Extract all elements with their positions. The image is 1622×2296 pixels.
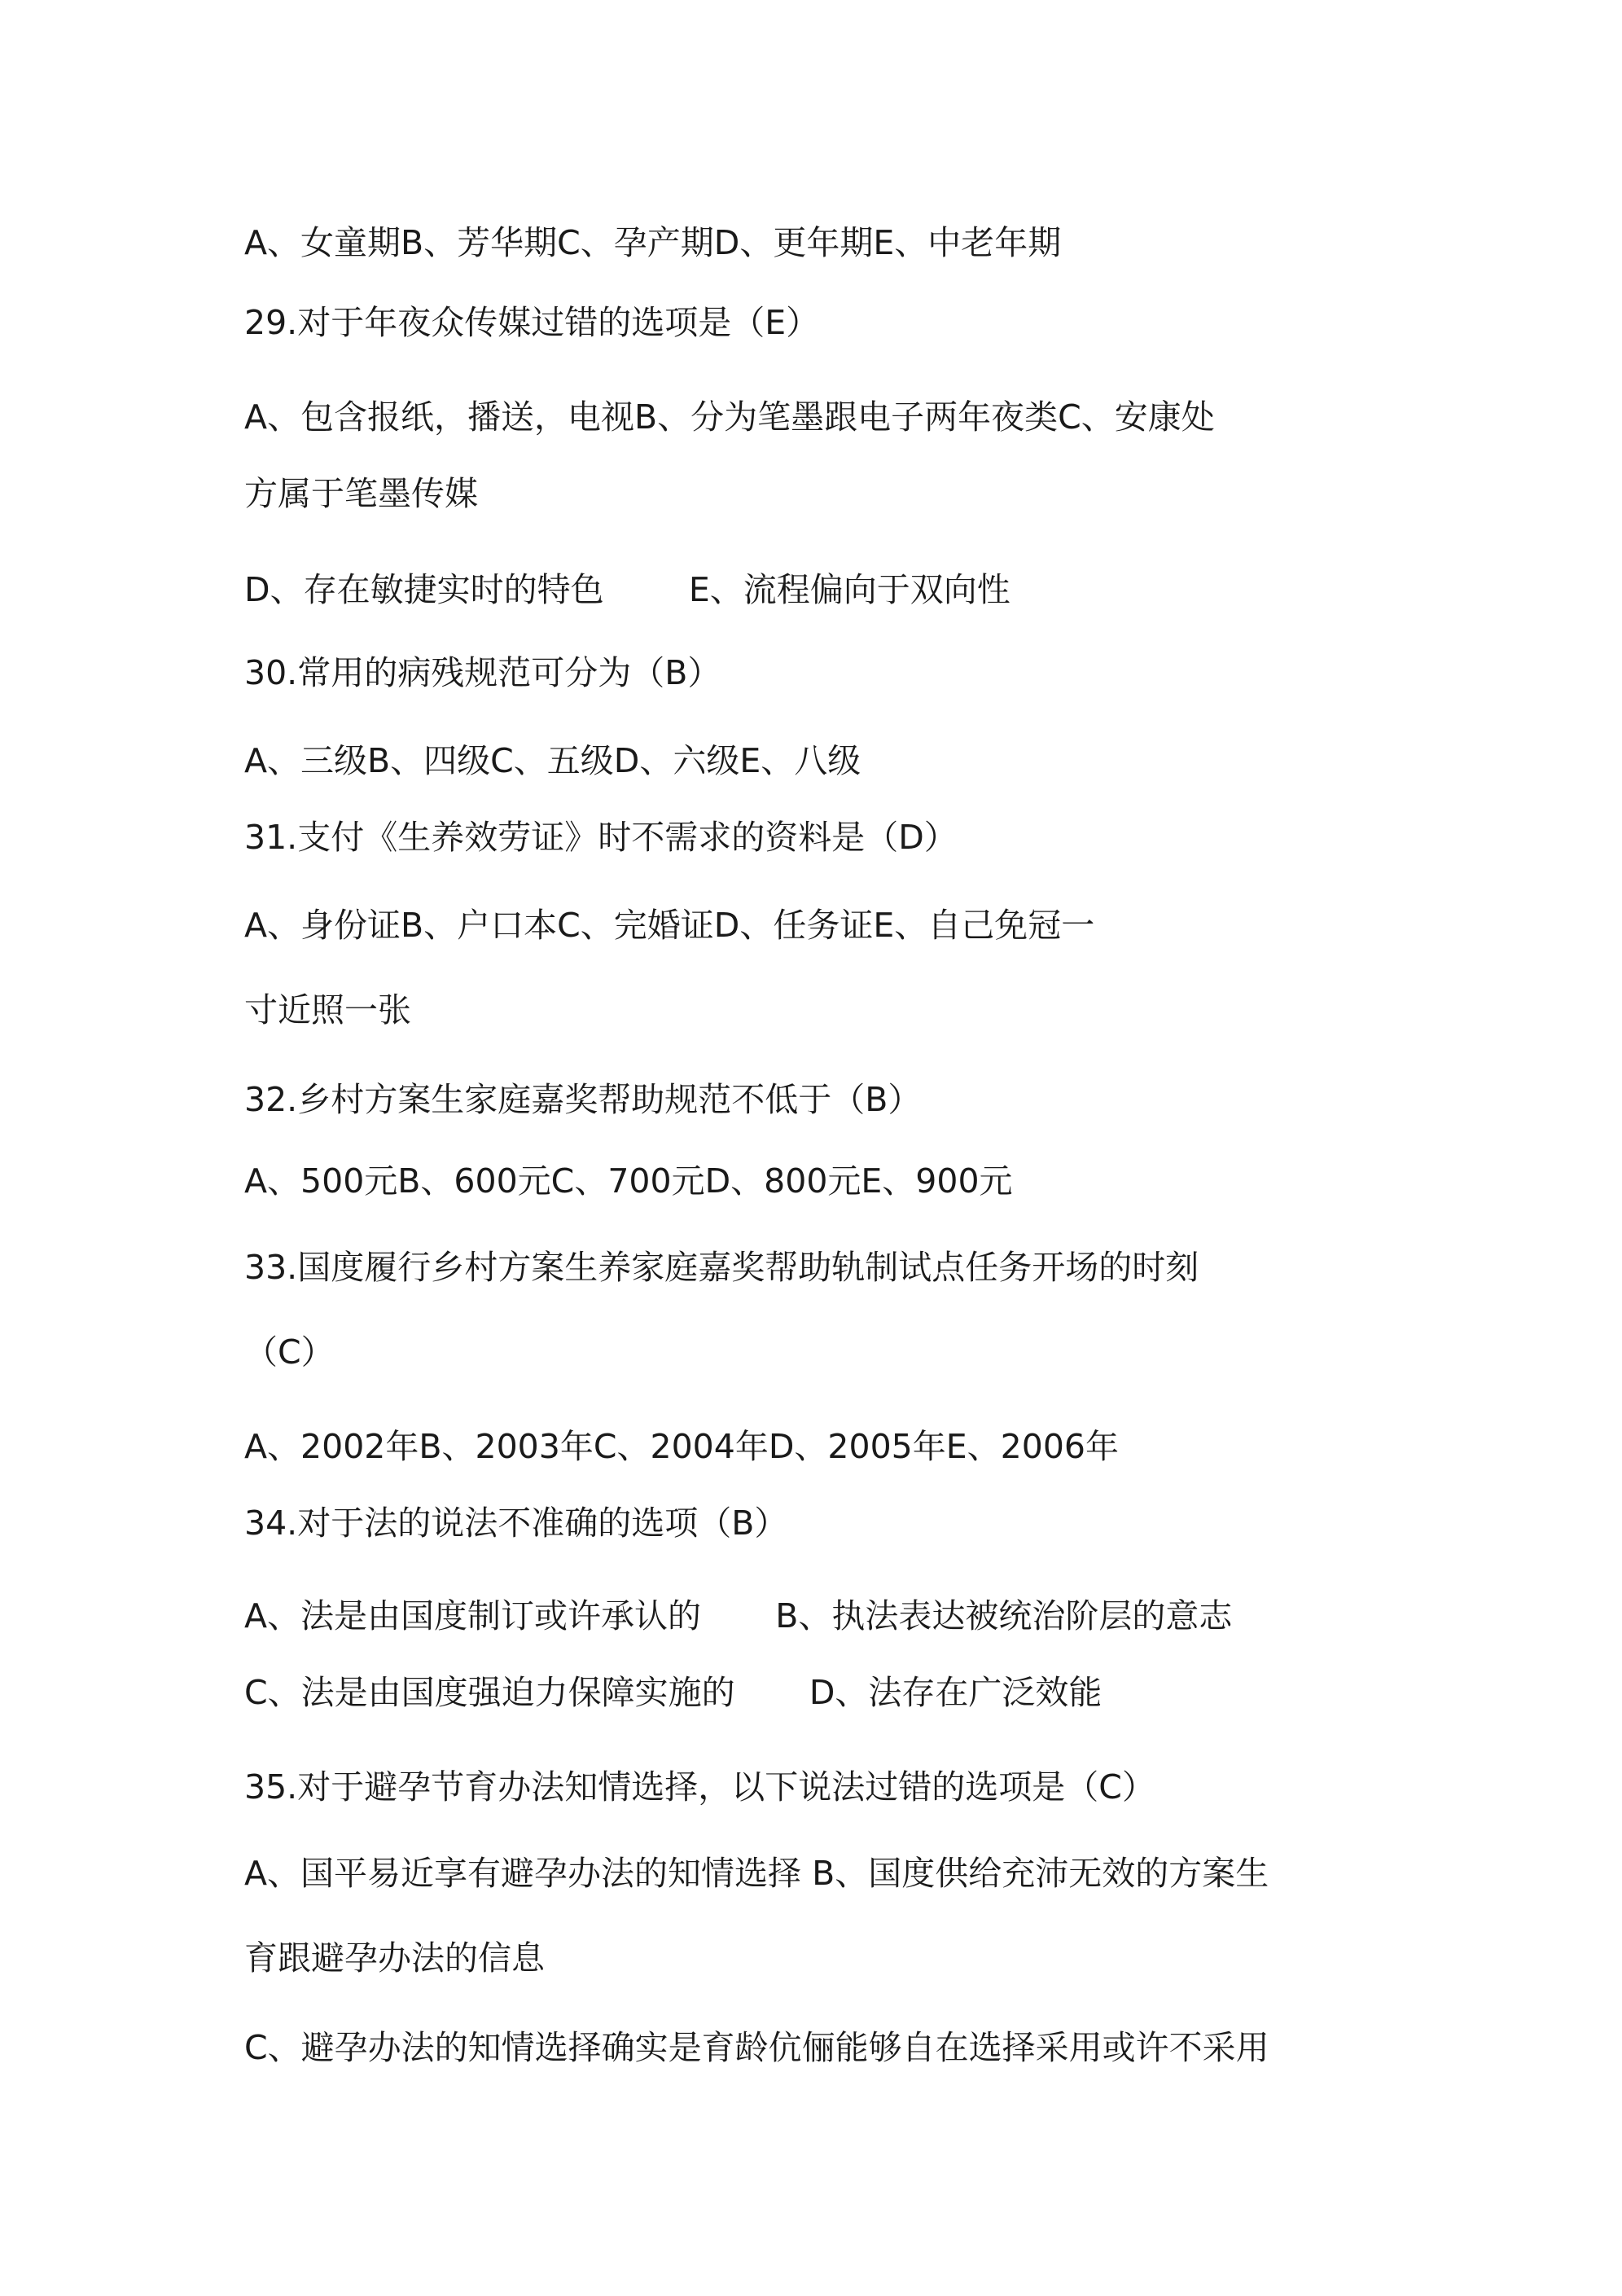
question-35: 35.对于避孕节育办法知情选择，以下说法过错的选项是（C）	[244, 1767, 1155, 1807]
option-line: A、法是由国度制订或许承认的 B、执法表达被统治阶层的意志	[244, 1596, 1233, 1635]
option-line: 育跟避孕办法的信息	[244, 1938, 545, 1978]
option-line: A、身份证B、户口本C、完婚证D、任务证E、自己免冠一	[244, 906, 1095, 945]
option-line: 方属于笔墨传媒	[244, 474, 478, 513]
option-line: C、避孕办法的知情选择确实是育龄伉俪能够自在选择采用或许不采用	[244, 2028, 1269, 2067]
option-line: A、包含报纸，播送，电视B、分为笔墨跟电子两年夜类C、安康处	[244, 397, 1215, 437]
option-line: A、三级B、四级C、五级D、六级E、八级	[244, 741, 861, 780]
option-line: 寸近照一张	[244, 990, 411, 1029]
option-line: A、国平易近享有避孕办法的知情选择 B、国度供给充沛无效的方案生	[244, 1854, 1269, 1893]
question-29: 29.对于年夜众传媒过错的选项是（E）	[244, 303, 820, 342]
question-32: 32.乡村方案生家庭嘉奖帮助规范不低于（B）	[244, 1080, 922, 1119]
option-line: D、存在敏捷实时的特色 E、流程偏向于双向性	[244, 570, 1010, 609]
option-line: A、500元B、600元C、700元D、800元E、900元	[244, 1161, 1013, 1201]
question-33-answer: （C）	[244, 1332, 335, 1372]
question-33: 33.国度履行乡村方案生养家庭嘉奖帮助轨制试点任务开场的时刻	[244, 1248, 1199, 1287]
question-31: 31.支付《生养效劳证》时不需求的资料是（D）	[244, 818, 958, 857]
option-line: A、女童期B、芳华期C、孕产期D、更年期E、中老年期	[244, 223, 1062, 262]
option-line: A、2002年B、2003年C、2004年D、2005年E、2006年	[244, 1427, 1119, 1466]
question-34: 34.对于法的说法不准确的选项（B）	[244, 1504, 788, 1543]
option-line: C、法是由国度强迫力保障实施的 D、法存在广泛效能	[244, 1673, 1103, 1712]
question-30: 30.常用的病残规范可分为（B）	[244, 653, 721, 692]
